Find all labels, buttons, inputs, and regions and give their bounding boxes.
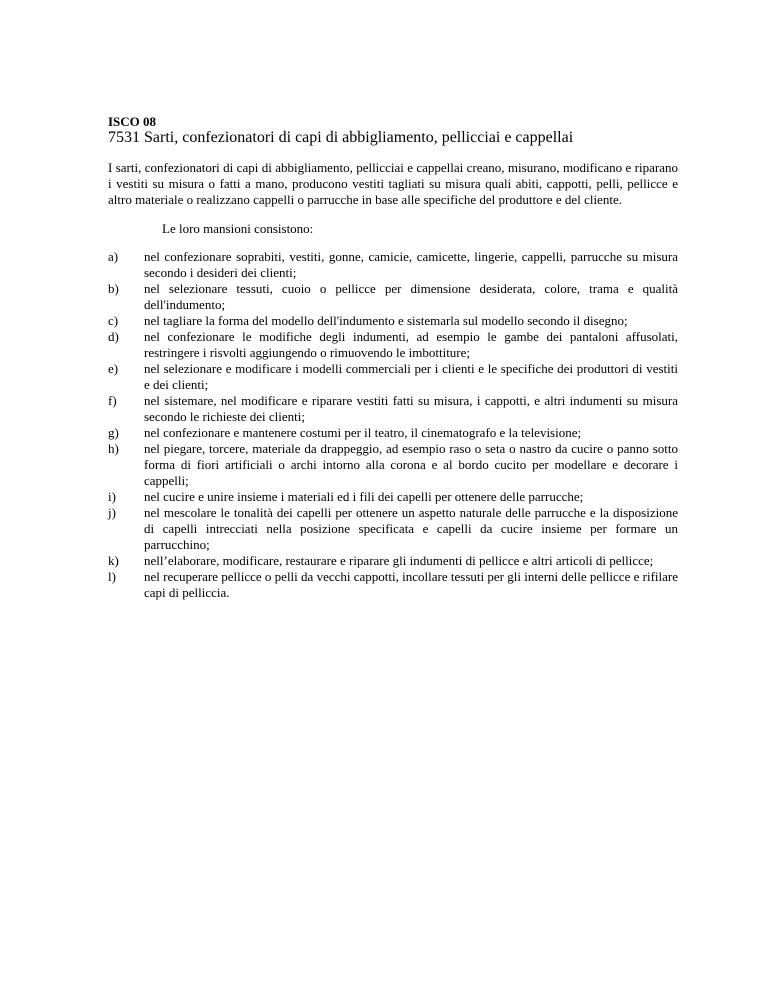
task-text: nel mescolare le tonalità dei capelli per ottenere un aspetto naturale delle parrucche e la disposizione di capelli intrecciati nella posizione specificata e capelli da cucire insieme per formare un parrucchino; bbox=[144, 505, 678, 552]
task-marker: b) bbox=[108, 281, 119, 296]
task-item-f bbox=[108, 393, 678, 425]
task-text: nell’elaborare, modificare, restaurare e riparare gli indumenti di pellicce e altri articoli di pellicce; bbox=[144, 553, 654, 568]
task-text: nel piegare, torcere, materiale da drappeggio, ad esempio raso o seta o nastro da cucire o panno sotto forma di fiori artificiali o archi intorno alla corona e al bordo cucito per modellare e decorare i cappelli; bbox=[144, 441, 678, 488]
task-text: nel tagliare la forma del modello dell'indumento e sistemarla sul modello secondo il disegno; bbox=[144, 313, 628, 328]
task-marker: j) bbox=[108, 505, 116, 520]
task-text: nel confezionare soprabiti, vestiti, gonne, camicie, camicette, lingerie, cappelli, parrucche su misura secondo i desideri dei clienti; bbox=[144, 249, 678, 280]
task-list bbox=[108, 249, 678, 601]
task-marker: f) bbox=[108, 393, 117, 408]
task-text: nel confezionare e mantenere costumi per il teatro, il cinematografo e la televisione; bbox=[144, 425, 582, 440]
task-marker: i) bbox=[108, 489, 116, 504]
task-marker: e) bbox=[108, 361, 119, 376]
task-item-l bbox=[108, 569, 678, 601]
task-marker: c) bbox=[108, 313, 119, 328]
task-item-d bbox=[108, 329, 678, 361]
task-item-c bbox=[108, 313, 678, 329]
task-text: nel confezionare le modifiche degli indumenti, ad esempio le gambe dei pantaloni affusolati, restringere i risvolti aggiungendo o rimuovendo le imbottiture; bbox=[144, 329, 678, 360]
task-text: nel cucire e unire insieme i materiali ed i fili dei capelli per ottenere delle parrucche; bbox=[144, 489, 584, 504]
task-marker: g) bbox=[108, 425, 119, 440]
classification-code: ISCO 08 bbox=[108, 114, 157, 129]
task-item-k bbox=[108, 553, 678, 569]
task-text: nel recuperare pellicce o pelli da vecchi cappotti, incollare tessuti per gli interni delle pellicce e rifilare capi di pelliccia. bbox=[144, 569, 678, 600]
task-item-e bbox=[108, 361, 678, 393]
task-item-i bbox=[108, 489, 678, 505]
task-text: nel sistemare, nel modificare e riparare vestiti fatti su misura, i cappotti, e altri indumenti su misura secondo le richieste dei clienti; bbox=[144, 393, 678, 424]
occupation-title: 7531 Sarti, confezionatori di capi di abbigliamento, pellicciai e cappellai bbox=[108, 129, 574, 146]
task-item-j bbox=[108, 505, 678, 553]
task-item-b bbox=[108, 281, 678, 313]
task-marker: a) bbox=[108, 249, 119, 264]
task-item-a bbox=[108, 249, 678, 281]
task-item-h bbox=[108, 441, 678, 489]
task-marker: l) bbox=[108, 569, 116, 584]
intro-paragraph: I sarti, confezionatori di capi di abbigliamento, pellicciai e cappellai creano, misurano, modificano e riparano i vestiti su misura o fatti a mano, producono vestiti tagliati su misura quali abiti, cappotti, pelli, pellicce e altro materiale o realizzano cappelli o parrucche in base alle specifiche del produttore e del cliente. bbox=[108, 160, 678, 207]
task-marker: k) bbox=[108, 553, 119, 568]
task-text: nel selezionare tessuti, cuoio o pellicce per dimensione desiderata, colore, trama e qualità dell'indumento; bbox=[144, 281, 678, 312]
tasks-lead-in: Le loro mansioni consistono: bbox=[162, 221, 314, 236]
document-page bbox=[108, 114, 678, 601]
task-item-g bbox=[108, 425, 678, 441]
task-marker: d) bbox=[108, 329, 119, 344]
task-text: nel selezionare e modificare i modelli commerciali per i clienti e le specifiche dei produttori di vestiti e dei clienti; bbox=[144, 361, 678, 392]
task-marker: h) bbox=[108, 441, 119, 456]
